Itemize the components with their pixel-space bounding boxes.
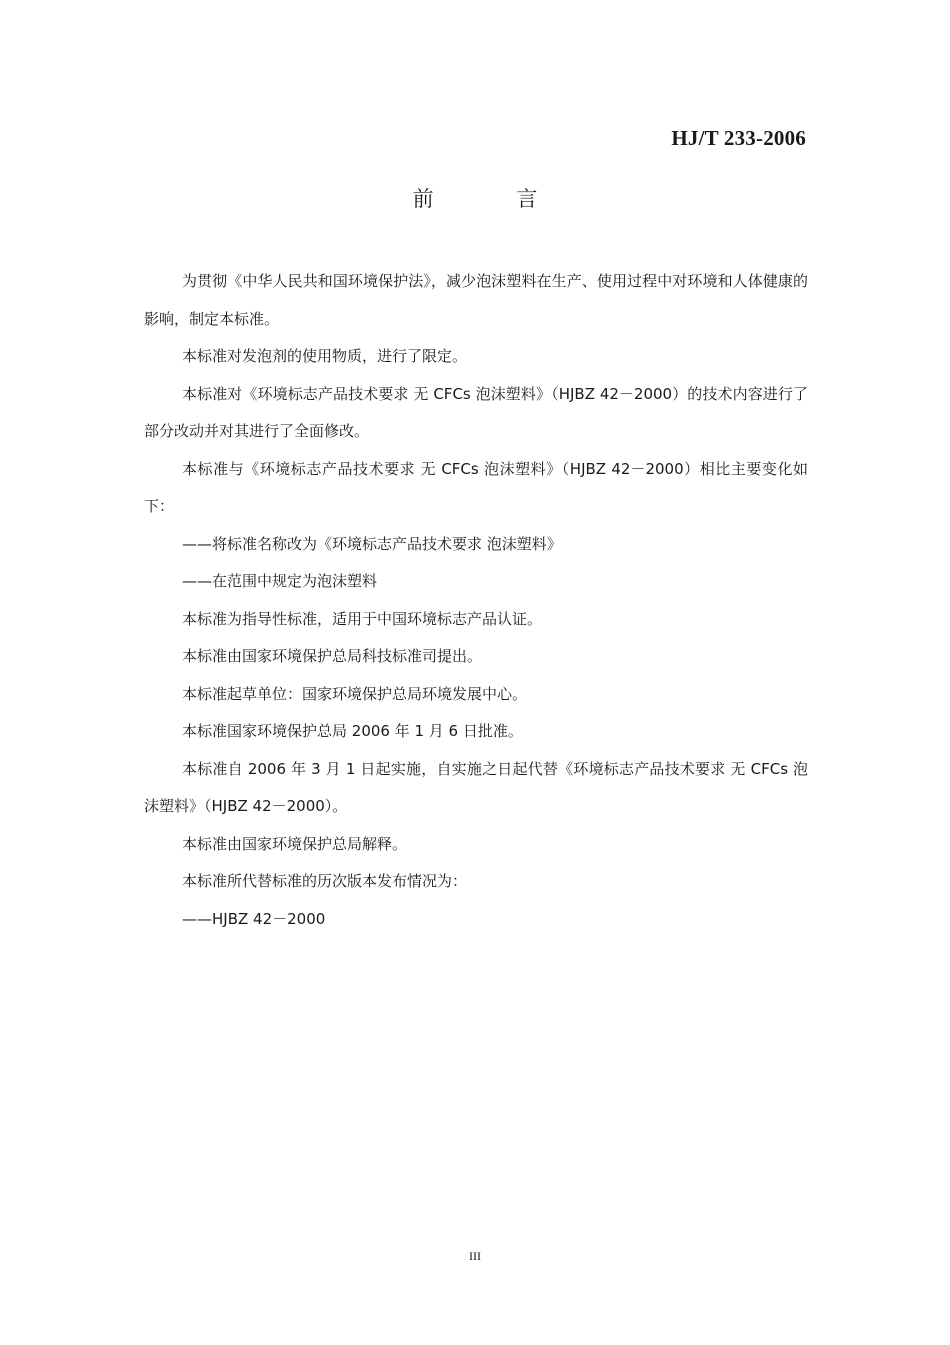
paragraph-proposer: 本标准由国家环境保护总局科技标准司提出。 <box>182 647 483 665</box>
paragraph-change-scope: ——在范围中规定为泡沫塑料 <box>182 572 378 590</box>
paragraph-interpretation: 本标准由国家环境保护总局解释。 <box>182 834 408 853</box>
paragraph-history: 本标准所代替标准的历次版本发布情况为： <box>182 872 468 890</box>
page-number: III <box>469 1249 481 1263</box>
document-code: HJ/T 233-2006 <box>671 126 806 150</box>
paragraph-approval: 本标准国家环境保护总局 2006 年 1 月 6 日批准。 <box>182 722 523 740</box>
paragraph-change-name: ——将标准名称改为《环境标志产品技术要求 泡沫塑料》 <box>182 534 562 553</box>
page-title: 前 言 <box>412 187 576 211</box>
body-text <box>144 263 808 938</box>
paragraph-purpose: 为贯彻《中华人民共和国环境保护法》，减少泡沫塑料在生产、使用过程中对环境和人体健康的影响，制定本标准。 <box>144 272 808 328</box>
paragraph-history-item: ——HJBZ 42－2000 <box>182 909 326 928</box>
paragraph-revision: 本标准对《环境标志产品技术要求 无 CFCs 泡沫塑料》（HJBZ 42－2000）的技术内容进行了部分改动并对其进行了全面修改。 <box>144 384 808 440</box>
paragraph-foaming-agent: 本标准对发泡剂的使用物质，进行了限定。 <box>182 347 468 365</box>
paragraph-guidance: 本标准为指导性标准，适用于中国环境标志产品认证。 <box>182 609 543 628</box>
paragraph-main-changes: 本标准与《环境标志产品技术要求 无 CFCs 泡沫塑料》（HJBZ 42－2000）相比主要变化如下： <box>144 459 808 515</box>
paragraph-implementation: 本标准自 2006 年 3 月 1 日起实施，自实施之日起代替《环境标志产品技术要求 无 CFCs 泡沫塑料》（HJBZ 42－2000）。 <box>144 759 808 815</box>
paragraph-drafting-unit: 本标准起草单位：国家环境保护总局环境发展中心。 <box>182 684 528 703</box>
